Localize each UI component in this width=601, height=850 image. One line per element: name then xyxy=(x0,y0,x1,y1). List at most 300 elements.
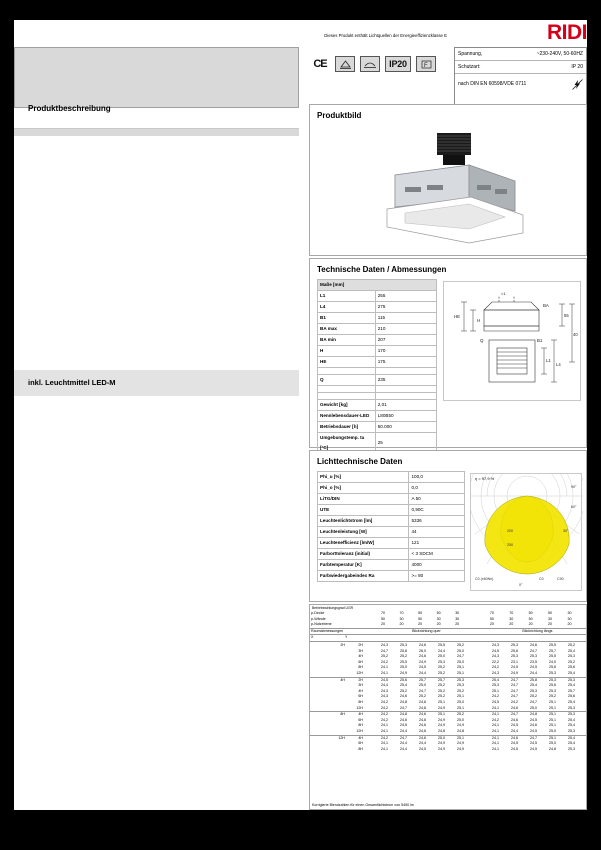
dim-key: BA min xyxy=(318,335,376,346)
ugr-cell: 25,3 xyxy=(530,654,537,659)
ugr-cell: 24,6 xyxy=(419,643,426,647)
ugr-cell: 24,7 xyxy=(511,688,518,693)
ugr-cell: 24,9 xyxy=(438,741,445,746)
ugr-cell: 25,1 xyxy=(549,712,556,717)
table-row: 8H 4H 24,2 24,8 24,6 25,1 25,2 24,1 24,7 24,8 25,1 25,3 xyxy=(310,712,586,718)
ugr-cell: 25,4 xyxy=(492,677,499,682)
ugr-cell: 24,6 xyxy=(400,694,407,699)
ugr-cell: 25,5 xyxy=(549,654,556,659)
table-row: 4H 2H 24,5 25,6 25,7 25,7 25,3 25,4 24,7 25,8 25,3 25,3 xyxy=(310,677,586,683)
ugr-cell: 25,8 xyxy=(400,648,407,653)
ugr-axis-x: X xyxy=(311,635,314,640)
svg-text:200: 200 xyxy=(507,529,513,533)
ugr-cell: 25,2 xyxy=(419,694,426,699)
certification-marks xyxy=(310,56,436,72)
svg-text:F: F xyxy=(423,62,428,69)
ugr-cell: 24,6 xyxy=(419,712,426,717)
ugr-cell: 24,8 xyxy=(457,728,464,733)
ugr-cell: 24,2 xyxy=(381,705,388,710)
svg-text:40: 40 xyxy=(573,332,578,337)
ugr-cell: 25,7 xyxy=(419,677,426,682)
table-row xyxy=(318,375,437,386)
ugr-label-workplane: p-Nutzebene xyxy=(311,622,332,627)
ugr-cell: 25,3 xyxy=(549,688,556,693)
ugr-cell: 25,3 xyxy=(568,705,575,710)
ugr-cell: 25,2 xyxy=(568,659,575,664)
ugr-cell: 22,2 xyxy=(492,659,499,664)
ugr-cell: 25,2 xyxy=(530,694,537,699)
ugr-cell: 24,9 xyxy=(511,670,518,675)
photometric-table xyxy=(317,471,465,582)
ugr-cell: 24,1 xyxy=(492,723,499,728)
spec-value-voltage: ~230-240V, 50-60HZ xyxy=(536,51,583,57)
table-row: 3H 24,7 25,8 26,0 24,4 25,0 24,5 25,6 24,7 25,7 25,4 xyxy=(310,649,586,655)
photo-value: 100,0 xyxy=(409,472,465,483)
ugr-cell: 25,4 xyxy=(568,699,575,704)
leuchtmittel-box xyxy=(14,370,299,396)
dim-value: 170 xyxy=(375,346,436,357)
ugr-cell: 24,6 xyxy=(511,717,518,722)
ugr-cell: 24,2 xyxy=(492,694,499,699)
svg-text:60°: 60° xyxy=(571,505,577,509)
ugr-cell: 25,5 xyxy=(549,643,556,647)
ugr-cell: 24,5 xyxy=(511,746,518,751)
table-row: 4H 24,3 25,2 24,7 25,2 25,2 25,1 24,7 25,3 25,3 25,7 xyxy=(310,689,586,695)
spec-row-standard xyxy=(455,74,586,94)
ugr-cell: 24,7 xyxy=(381,648,388,653)
svg-text:55: 55 xyxy=(564,313,569,318)
ugr-cell: 24,6 xyxy=(419,728,426,733)
section-technische-daten xyxy=(309,258,587,448)
ugr-footer: Korrigierte Blendzahlen für einen Gesamtlichtstrom von 5450 lm xyxy=(312,803,414,807)
ugr-cell: 24,5 xyxy=(511,741,518,746)
ugr-cell: 25,2 xyxy=(381,654,388,659)
ugr-cell: 25,7 xyxy=(438,677,445,682)
ugr-cell: 25,3 xyxy=(400,643,407,647)
dim-value: 235 xyxy=(375,375,436,386)
table-row: 6H 24,3 24,6 25,2 25,2 25,1 24,2 24,7 25,2 25,2 25,6 xyxy=(310,694,586,700)
ugr-cell: 24,5 xyxy=(530,741,537,746)
spec-value-protection: IP 20 xyxy=(571,64,583,70)
section-lichttechnische-daten xyxy=(309,450,587,602)
ce-mark-icon: CE xyxy=(313,58,327,70)
table-row xyxy=(318,527,465,538)
ugr-cell: 24,1 xyxy=(381,741,388,746)
spec-label-protection: Schutzart: xyxy=(458,64,481,70)
table-row xyxy=(318,291,437,302)
table-row: 8H 24,1 24,4 24,5 24,9 24,9 24,1 24,5 24,5 24,8 25,3 xyxy=(310,747,586,753)
ugr-cell: 24,8 xyxy=(400,699,407,704)
ugr-cell: 25,2 xyxy=(549,694,556,699)
ugr-cell: 25,0 xyxy=(438,654,445,659)
ugr-cell: 24,1 xyxy=(492,741,499,746)
ugr-cell: 25,4 xyxy=(568,670,575,675)
ugr-cell: 25,7 xyxy=(549,648,556,653)
dim-value: 115 xyxy=(375,313,436,324)
ugr-label-ceiling: p-Decke xyxy=(311,611,325,615)
ugr-cell: 24,9 xyxy=(457,723,464,728)
table-row xyxy=(318,335,437,346)
ugr-cell: 25,0 xyxy=(549,741,556,746)
spec-value: L80B50 xyxy=(375,411,436,422)
ugr-cell: 25,1 xyxy=(438,699,445,704)
ugr-cell: 25,2 xyxy=(438,688,445,693)
ugr-cell: 25,4 xyxy=(568,723,575,728)
ugr-cell: 24,4 xyxy=(400,746,407,751)
spec-label-standard: nach DIN EN 60598/VDE 0711 xyxy=(458,81,527,87)
ugr-cell: 25,2 xyxy=(457,688,464,693)
table-row: 6H 24,2 24,6 24,6 24,9 25,0 24,2 24,6 24,5 25,1 25,4 xyxy=(310,718,586,724)
photo-key: Phi_o [%] xyxy=(318,483,409,494)
ugr-cell: 25,2 xyxy=(457,643,464,647)
photo-value: 0,0 xyxy=(409,483,465,494)
ugr-table xyxy=(310,605,586,809)
dim-key: HE xyxy=(318,357,376,368)
spec-key: Umgebungstemp. ta [°C] xyxy=(318,433,376,454)
photo-key: Leuchtenleistung [W] xyxy=(318,527,409,538)
ugr-cell: 25,4 xyxy=(568,741,575,746)
ugr-cell: 24,8 xyxy=(400,712,407,717)
photo-key: Farbwiedergabeindex Ra xyxy=(318,571,409,582)
ugr-cell: 24,2 xyxy=(492,717,499,722)
ugr-cell: 24,5 xyxy=(530,746,537,751)
photo-key: LiTG/DIN xyxy=(318,494,409,505)
spec-value: 2,01 xyxy=(375,400,436,411)
ugr-cell: 24,4 xyxy=(511,728,518,733)
table-row xyxy=(318,560,465,571)
ugr-cell: 23,1 xyxy=(511,659,518,664)
ugr-cell: 25,0 xyxy=(419,683,426,688)
header-left-box xyxy=(14,47,299,108)
photo-key: Leuchtenefficienz [lm/W] xyxy=(318,538,409,549)
ugr-cell: 24,2 xyxy=(511,699,518,704)
ugr-cell: 25,6 xyxy=(568,694,575,699)
section-ugr-table xyxy=(309,604,587,810)
brand-logo xyxy=(513,20,587,46)
ugr-cell: 25,3 xyxy=(549,670,556,675)
table-row xyxy=(318,302,437,313)
spec-row-voltage xyxy=(455,48,586,61)
ugr-cell: 25,2 xyxy=(438,683,445,688)
ugr-cell: 25,1 xyxy=(457,705,464,710)
ugr-cell: 25,3 xyxy=(438,659,445,664)
leuchtmittel-label: inkl. Leuchtmittel LED-M xyxy=(28,378,116,387)
ugr-cell: 24,7 xyxy=(530,699,537,704)
lichttechnische-daten-title: Lichttechnische Daten xyxy=(317,457,403,466)
ugr-cell: 24,2 xyxy=(381,735,388,740)
ugr-cell: 25,1 xyxy=(549,723,556,728)
ugr-cell: 25,6 xyxy=(568,665,575,670)
ugr-cell: 24,7 xyxy=(400,705,407,710)
section-produktbild xyxy=(309,104,587,256)
ugr-cell: 24,4 xyxy=(400,741,407,746)
ugr-cell: 24,1 xyxy=(492,735,499,740)
ugr-cell: 24,5 xyxy=(530,728,537,733)
dim-value: 175 xyxy=(375,357,436,368)
table-row xyxy=(318,400,437,411)
ugr-cell: 24,6 xyxy=(511,705,518,710)
ugr-col-header-quer: Blickrichtung quer xyxy=(412,628,441,633)
photo-value: >= 80 xyxy=(409,571,465,582)
dim-key: B1 xyxy=(318,313,376,324)
ugr-cell: 25,0 xyxy=(457,699,464,704)
dim-key: Q xyxy=(318,375,376,386)
ugr-cell: 25,6 xyxy=(549,683,556,688)
ugr-cell: 24,2 xyxy=(381,659,388,664)
ugr-axis-y: Y xyxy=(345,635,348,640)
ip-rating-badge: IP20 xyxy=(385,56,411,72)
ugr-cell: 24,3 xyxy=(492,643,499,647)
ugr-cell: 24,1 xyxy=(381,728,388,733)
table-row xyxy=(318,549,465,560)
ugr-cell: 25,3 xyxy=(568,746,575,751)
table-row xyxy=(318,494,465,505)
ugr-cell: 24,5 xyxy=(400,723,407,728)
ugr-cell: 24,7 xyxy=(457,654,464,659)
photo-value: 4000 xyxy=(409,560,465,571)
ugr-cell: 24,5 xyxy=(530,665,537,670)
svg-text:Q: Q xyxy=(480,338,484,343)
ugr-data-body xyxy=(310,643,586,752)
ugr-cell: 25,0 xyxy=(549,728,556,733)
masse-header: Maße [mm] xyxy=(318,280,437,291)
ugr-cell: 25,2 xyxy=(457,712,464,717)
ugr-cell: 24,5 xyxy=(511,665,518,670)
photo-value: A 50 xyxy=(409,494,465,505)
table-row: 6H 24,2 25,5 24,9 25,3 25,0 22,2 23,1 23,5 24,0 25,2 xyxy=(310,660,586,666)
ugr-cell: 24,6 xyxy=(419,723,426,728)
ugr-cell: 25,2 xyxy=(438,665,445,670)
photo-key: Leuchtenlichtstrom [lm] xyxy=(318,516,409,527)
ugr-cell: 24,5 xyxy=(419,746,426,751)
ugr-cell: 25,6 xyxy=(400,677,407,682)
svg-text:<1: <1 xyxy=(501,291,506,296)
table-row: 8H 24,1 24,5 24,6 24,9 24,9 24,1 24,5 24,6 25,1 25,4 xyxy=(310,723,586,729)
ugr-cell: 24,9 xyxy=(400,670,407,675)
ugr-cell: 24,4 xyxy=(530,670,537,675)
ugr-cell: 24,9 xyxy=(457,741,464,746)
ugr-cell: 25,1 xyxy=(457,694,464,699)
ugr-cell: 25,3 xyxy=(457,683,464,688)
spec-value: 25 xyxy=(375,433,436,454)
ugr-cell: 25,3 xyxy=(511,654,518,659)
ugr-cell: 24,0 xyxy=(549,659,556,664)
photo-value: 44 xyxy=(409,527,465,538)
table-row xyxy=(318,313,437,324)
ugr-cell: 25,0 xyxy=(457,659,464,664)
photo-value: 121 xyxy=(409,538,465,549)
ugr-cell: 25,2 xyxy=(568,643,575,647)
efficiency-note: Dieses Produkt enthält Lichtquellen der Energieeffizienzklasse E xyxy=(324,33,447,38)
ugr-cell: 25,6 xyxy=(511,648,518,653)
ugr-cell: 24,4 xyxy=(419,741,426,746)
spec-row-protection xyxy=(455,61,586,74)
ugr-cell: 24,9 xyxy=(419,659,426,664)
spec-key: Betriebsdauer [h] xyxy=(318,422,376,433)
polar-diagram xyxy=(470,473,582,591)
ugr-cell: 25,2 xyxy=(400,688,407,693)
ugr-cell: 24,2 xyxy=(492,665,499,670)
ugr-cell: 24,7 xyxy=(530,648,537,653)
ugr-cell: 25,3 xyxy=(568,728,575,733)
ugr-cell: 24,6 xyxy=(400,717,407,722)
dimensions-table xyxy=(317,279,437,454)
ugr-cell: 25,0 xyxy=(457,717,464,722)
ugr-cell: 25,1 xyxy=(438,712,445,717)
table-row xyxy=(318,346,437,357)
ugr-cell: 25,3 xyxy=(492,683,499,688)
ugr-cell: 24,1 xyxy=(381,665,388,670)
photo-key: Phi_u [%] xyxy=(318,472,409,483)
ugr-cell: 25,1 xyxy=(549,705,556,710)
table-row xyxy=(318,472,465,483)
ugr-cell: 25,3 xyxy=(530,688,537,693)
ugr-cell: 24,3 xyxy=(381,643,388,647)
ugr-cell: 24,2 xyxy=(381,717,388,722)
ugr-cell: 24,8 xyxy=(530,712,537,717)
table-row: 4H 25,2 25,2 24,6 25,0 24,7 24,3 25,3 25,3 25,5 25,3 xyxy=(310,654,586,660)
table-row: 8H 24,2 24,8 24,6 25,1 25,0 24,5 24,2 24,7 25,1 25,4 xyxy=(310,700,586,706)
ugr-label-roomdim: Raumabmessungen xyxy=(311,628,344,633)
table-row xyxy=(318,516,465,527)
dim-key: L1 xyxy=(318,291,376,302)
ugr-cell: 25,2 xyxy=(400,654,407,659)
dim-value: 255 xyxy=(375,291,436,302)
product-photo xyxy=(365,129,535,247)
table-row xyxy=(318,357,437,368)
ugr-cell: 24,1 xyxy=(381,670,388,675)
ugr-cell: 25,1 xyxy=(457,665,464,670)
ugr-cell: 24,5 xyxy=(492,699,499,704)
ugr-cell: 24,7 xyxy=(511,683,518,688)
ugr-cell: 25,4 xyxy=(568,717,575,722)
table-row xyxy=(318,422,437,433)
ugr-cell: 24,4 xyxy=(381,683,388,688)
polar-efficiency-label: η = 97,9 % xyxy=(475,476,495,481)
svg-text:0°: 0° xyxy=(519,583,523,587)
ugr-cell: 25,1 xyxy=(549,699,556,704)
ugr-cell: 24,7 xyxy=(419,688,426,693)
table-row: 6H 24,1 24,4 24,4 24,9 24,9 24,1 24,5 24,5 25,0 25,4 xyxy=(310,741,586,747)
ugr-cell: 25,3 xyxy=(457,677,464,682)
produktbeschreibung-body xyxy=(14,116,299,129)
ugr-cell: 24,2 xyxy=(381,699,388,704)
ugr-col-header-laengs: Blickrichtung längs xyxy=(522,628,553,633)
dim-key: H xyxy=(318,346,376,357)
ugr-cell: 25,0 xyxy=(438,735,445,740)
ugr-cell: 24,5 xyxy=(419,665,426,670)
ugr-cell: 24,6 xyxy=(530,643,537,647)
ugr-cell: 24,5 xyxy=(511,723,518,728)
ugr-cell: 25,4 xyxy=(400,683,407,688)
dim-value: 275 xyxy=(375,302,436,313)
ugr-cell: 25,2 xyxy=(438,670,445,675)
photo-key: Farborttoleranz (initial) xyxy=(318,549,409,560)
ugr-cell: 24,8 xyxy=(419,705,426,710)
photo-value: < 3 SDCM xyxy=(409,549,465,560)
ugr-cell: 25,0 xyxy=(400,665,407,670)
ugr-cell: 24,6 xyxy=(419,717,426,722)
ugr-cell: 24,5 xyxy=(492,648,499,653)
svg-text:250: 250 xyxy=(507,543,513,547)
ugr-cell: 24,3 xyxy=(492,670,499,675)
table-row: 12H 24,2 24,7 24,8 24,9 25,1 24,1 24,6 25,0 25,1 25,3 xyxy=(310,706,586,712)
ugr-cell: 24,6 xyxy=(419,699,426,704)
ugr-cell: 25,3 xyxy=(568,677,575,682)
spec-key: Gewicht [kg] xyxy=(318,400,376,411)
technische-daten-title: Technische Daten / Abmessungen xyxy=(317,265,447,274)
ugr-cell: 24,9 xyxy=(438,723,445,728)
ugr-cell: 25,1 xyxy=(549,717,556,722)
ugr-cell: 24,7 xyxy=(511,677,518,682)
f-mark-icon xyxy=(416,56,436,72)
dim-key: L4 xyxy=(318,302,376,313)
ugr-cell: 25,5 xyxy=(400,659,407,664)
ugr-cell: 25,8 xyxy=(530,677,537,682)
ugr-cell: 25,4 xyxy=(568,683,575,688)
spec-key: Nennlebensdauer-LED xyxy=(318,411,376,422)
ugr-cell: 25,0 xyxy=(457,648,464,653)
table-row xyxy=(318,538,465,549)
ugr-cell: 25,5 xyxy=(438,643,445,647)
luminaire-mounting-icon xyxy=(360,56,380,72)
ugr-cell: 24,4 xyxy=(419,670,426,675)
ugr-cell: 25,6 xyxy=(549,665,556,670)
ugr-cell: 24,1 xyxy=(492,705,499,710)
table-row xyxy=(318,411,437,422)
protective-earth-icon xyxy=(335,56,355,72)
photo-value: 0,90C xyxy=(409,505,465,516)
ugr-cell: 25,3 xyxy=(568,654,575,659)
table-row: 8H 24,1 25,0 24,5 25,2 25,1 24,2 24,5 24,5 25,6 25,6 xyxy=(310,665,586,671)
ugr-cell: 24,6 xyxy=(419,654,426,659)
svg-text:L4: L4 xyxy=(556,362,561,367)
ugr-cell: 24,4 xyxy=(438,648,445,653)
ugr-cell: 24,1 xyxy=(492,746,499,751)
table-row xyxy=(318,324,437,335)
ugr-cell: 24,3 xyxy=(492,654,499,659)
ugr-cell: 25,4 xyxy=(568,735,575,740)
ugr-cell: 24,1 xyxy=(381,723,388,728)
table-row xyxy=(318,505,465,516)
ugr-cell: 24,6 xyxy=(511,735,518,740)
ugr-cell: 24,1 xyxy=(492,728,499,733)
ugr-cell: 24,4 xyxy=(400,728,407,733)
ugr-cell: 25,4 xyxy=(530,683,537,688)
table-row: 12H 4H 24,2 24,7 24,6 25,0 25,1 24,1 24,6 24,7 25,1 25,4 xyxy=(310,735,586,741)
datasheet-page xyxy=(14,20,587,810)
ugr-cell: 24,8 xyxy=(438,728,445,733)
ugr-cell: 24,9 xyxy=(438,746,445,751)
ugr-cell: 24,1 xyxy=(381,746,388,751)
ugr-cell: 24,5 xyxy=(530,717,537,722)
svg-text:C90: C90 xyxy=(557,577,564,581)
ugr-cell: 25,0 xyxy=(530,705,537,710)
ugr-cell: 24,2 xyxy=(381,712,388,717)
svg-text:90°: 90° xyxy=(571,485,577,489)
table-row xyxy=(318,571,465,582)
header-spec-box xyxy=(454,47,587,108)
table-row: 3H 24,4 25,4 25,0 25,2 25,3 25,3 24,7 25,4 25,6 25,4 xyxy=(310,683,586,689)
photo-key: UTE xyxy=(318,505,409,516)
ugr-cell: 24,7 xyxy=(511,694,518,699)
ugr-cell: 24,7 xyxy=(530,735,537,740)
dim-key: BA max xyxy=(318,324,376,335)
spec-label-voltage: Spannung, xyxy=(458,51,483,57)
ugr-cell: 24,9 xyxy=(438,717,445,722)
ugr-reflectance-header: p-Decke 70 70 50 50 30 70 70 50 50 30 p-Wände 50 30 50 30 30 50 30 50 30 30 p-Nutzebene 20 20 20 20 20 20 20 20 20 20 Raumabmessungen Blickrichtung quer Blickrichtung längs X Y xyxy=(310,611,586,642)
photo-value: 5336 xyxy=(409,516,465,527)
